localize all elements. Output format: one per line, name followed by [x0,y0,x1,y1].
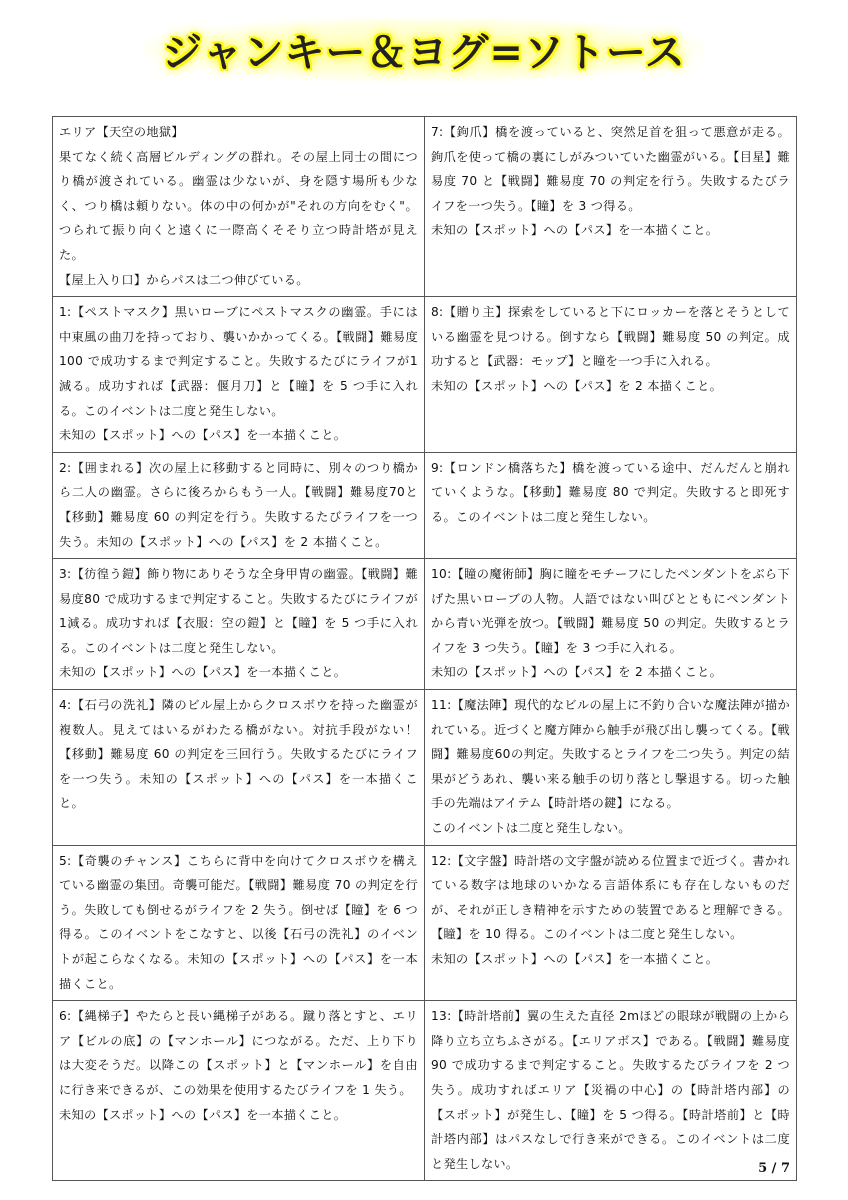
cell-paragraph: 10:【瞳の魔術師】胸に瞳をモチーフにしたペンダントをぶら下げた黒いローブの人物。人語ではない叫びとともにペンダントから青い光弾を放つ。【戦闘】難易度 50 の判定。失敗するとライフを 3 つ失う。【瞳】を 3 つ手に入れる。 [431,567,790,655]
table-row [53,452,797,558]
page-title: ジャンキー＆ヨグ=ソトース [144,17,704,82]
event-cell-9 [425,452,797,558]
area-description-cell [53,117,425,297]
cell-paragraph: 7:【鉤爪】橋を渡っていると、突然足首を狙って悪意が走る。鉤爪を使って橋の裏にしがみついていた幽霊がいる。【目星】難易度 70 と【戦闘】難易度 70 の判定を行う。失敗するたびライフを一つ失う。【瞳】を 3 つ得る。 [431,125,790,213]
cell-paragraph: 果てなく続く高層ビルディングの群れ。その屋上同士の間につり橋が渡されている。幽霊は少ないが、身を隠す場所も少なく、つり橋は頼りない。体の中の何かが"それの方向をむく"。つられて振り向くと遠くに一際高くそそり立つ時計塔が見えた。 [59,149,418,262]
cell-paragraph: 5:【奇襲のチャンス】こちらに背中を向けてクロスボウを構えている幽霊の集団。奇襲可能だ。【戦闘】難易度 70 の判定を行う。失敗しても倒せるがライフを 2 失う。倒せば【瞳】を 6 つ得る。このイベントをこなすと、以後【石弓の洗礼】のイベントが起こらなくなる。未知の【スポット】への【パス】を一本描くこと。 [59,853,418,991]
event-cell-5 [53,845,425,1001]
table-row [53,559,797,690]
page-number: 5 / 7 [758,1161,790,1176]
event-cell-13 [425,1001,797,1181]
cell-paragraph: 6:【縄梯子】やたらと長い縄梯子がある。蹴り落とすと、エリア【ビルの底】の【マンホール】につながる。ただ、上り下りは大変そうだ。以降この【スポット】と【マンホール】を自由に行き来できるが、この効果を使用するたびライフを 1 失う。 [59,1009,418,1097]
table-row [53,845,797,1001]
event-cell-3 [53,559,425,690]
cell-paragraph: 未知の【スポット】への【パス】を一本描くこと。 [431,952,719,966]
cell-paragraph: 9:【ロンドン橋落ちた】橋を渡っている途中、だんだんと崩れていくような。【移動】難易度 80 で判定。失敗すると即死する。このイベントは二度と発生しない。 [431,460,790,524]
event-cell-2 [53,452,425,558]
cell-paragraph: 11:【魔法陣】現代的なビルの屋上に不釣り合いな魔法陣が描かれている。近づくと魔方陣から触手が飛び出し襲ってくる。【戦闘】難易度60の判定。失敗するとライフを二つ失う。判定の結果がどうあれ、襲い来る触手の切り落とし撃退する。切った触手の先端はアイテム【時計塔の鍵】になる。 [431,698,790,811]
event-cell-10 [425,559,797,690]
table-row [53,690,797,846]
event-cell-1 [53,297,425,453]
cell-paragraph: 12:【文字盤】時計塔の文字盤が読める位置まで近づく。書かれている数字は地球のいかなる言語体系にも存在しないものだが、それが正しき精神を示すための装置であると理解できる。【瞳】を 10 得る。このイベントは二度と発生しない。 [431,853,790,942]
table-row [53,297,797,453]
event-cell-8 [425,297,797,453]
event-cell-12 [425,845,797,1001]
cell-paragraph: 1:【ペストマスク】黒いローブにペストマスクの幽霊。手には中東風の曲刀を持っており、襲いかかってくる。【戦闘】難易度 100 で成功するまで判定すること。失敗するたびにライフが1減る。成功すれば【武器：偃月刀】と【瞳】を 5 つ手に入れる。このイベントは二度と発生しない。 [59,305,418,418]
cell-paragraph: 未知の【スポット】への【パス】を一本描くこと。 [59,665,347,680]
table-row [53,117,797,297]
event-cell-4 [53,690,425,846]
cell-paragraph: エリア【天空の地獄】 [59,125,184,139]
event-table [52,116,797,1181]
cell-paragraph: 未知の【スポット】への【パス】を一本描くこと。 [59,1107,347,1122]
cell-paragraph: 8:【贈り主】探索をしていると下にロッカーを落とそうとしている幽霊を見つける。倒すなら【戦闘】難易度 50 の判定。成功すると【武器：モップ】と瞳を一つ手に入れる。 [431,305,790,369]
title-banner [0,14,848,84]
cell-paragraph: 未知の【スポット】への【パス】を 2 本描くこと。 [431,378,723,393]
cell-paragraph: 未知の【スポット】への【パス】を一本描くこと。 [431,223,719,238]
cell-paragraph: 4:【石弓の洗礼】隣のビル屋上からクロスボウを持った幽霊が複数人。見えてはいるがわたる橋がない。対抗手段がない！【移動】難易度 60 の判定を三回行う。失敗するたびにライフを一つ失う。未知の【スポット】への【パス】を一本描くこと。 [59,698,418,811]
cell-paragraph: このイベントは二度と発生しない。 [431,821,631,836]
cell-paragraph: 【屋上入り口】からパスは二つ伸びている。 [59,272,309,287]
event-cell-7 [425,117,797,297]
cell-paragraph: 未知の【スポット】への【パス】を 2 本描くこと。 [431,665,723,680]
event-cell-11 [425,690,797,846]
cell-paragraph: 13:【時計塔前】翼の生えた直径 2mほどの眼球が戦闘の上から降り立ち立ちふさがる。【エリアボス】である。【戦闘】難易度 90 で成功するまで判定すること。失敗するたびライフを 2 つ失う。成功すればエリア【災禍の中心】の【時計塔内部】の【スポット】が発生し、【瞳】を 5 つ得る。【時計塔前】と【時計塔内部】はパスなしで行き来ができる。このイベントは二度と発生しない。 [431,1009,790,1171]
cell-paragraph: 未知の【スポット】への【パス】を一本描くこと。 [59,428,347,443]
cell-paragraph: 3:【彷徨う鎧】飾り物にありそうな全身甲冑の幽霊。【戦闘】難易度80 で成功するまで判定すること。失敗するたびにライフが1減る。成功すれば【衣服：空の鎧】と【瞳】を 5 つ手に入れる。このイベントは二度と発生しない。 [59,567,418,655]
table-row [53,1001,797,1181]
cell-paragraph: 2:【囲まれる】次の屋上に移動すると同時に、別々のつり橋から二人の幽霊。さらに後ろからもう一人。【戦闘】難易度70と【移動】難易度 60 の判定を行う。失敗するたびライフを一つ失う。未知の【スポット】への【パス】を 2 本描くこと。 [59,460,418,549]
event-cell-6 [53,1001,425,1181]
